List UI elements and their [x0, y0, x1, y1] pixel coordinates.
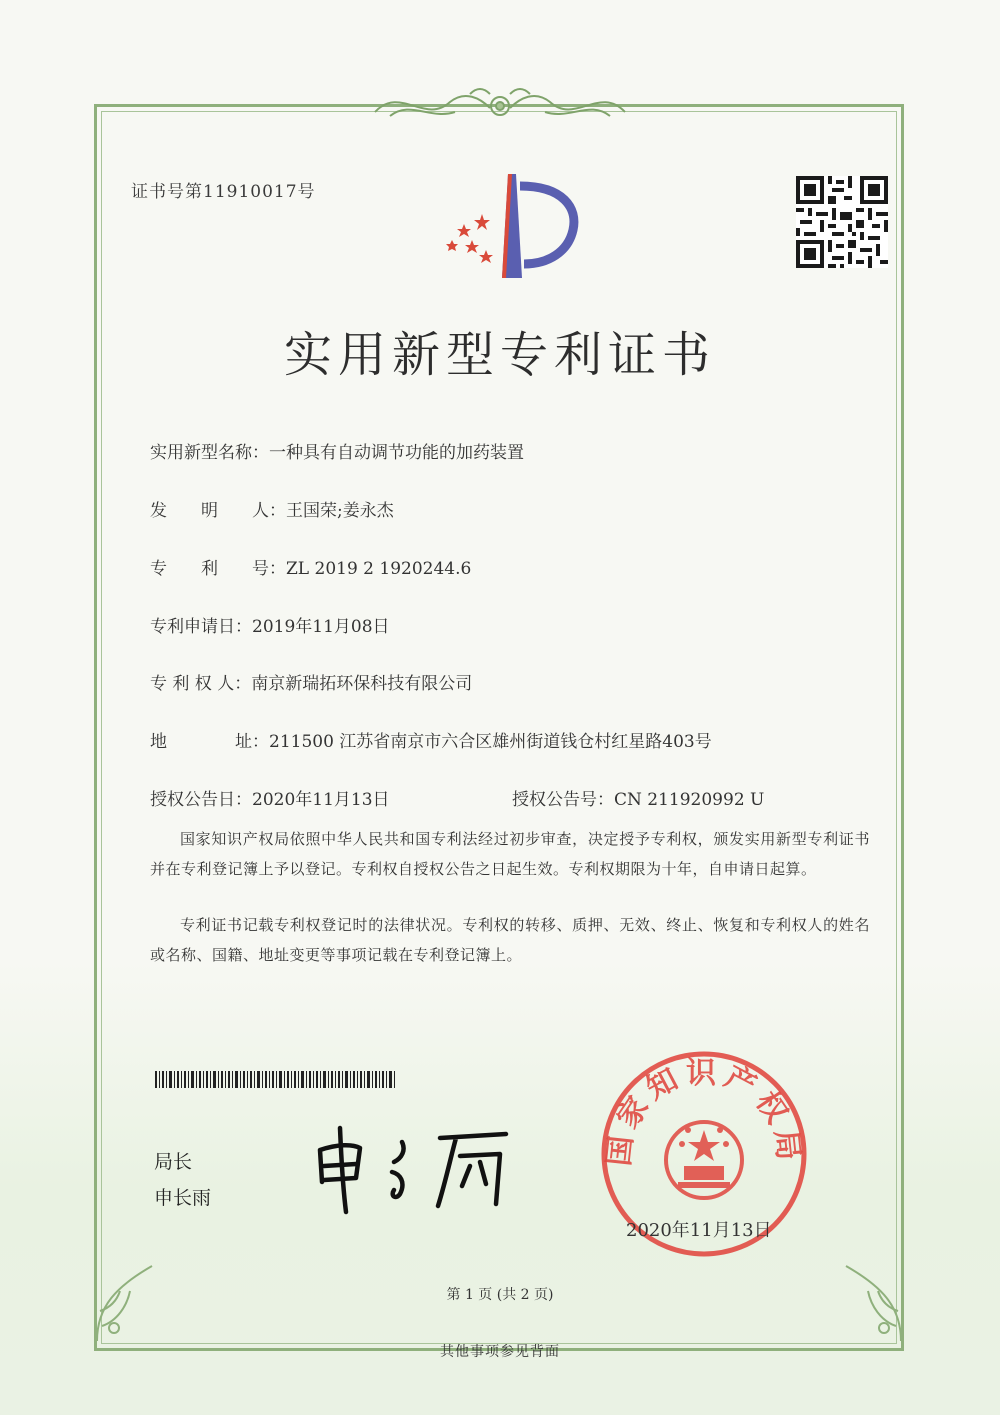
- seal-text: 国家知识产权局: [601, 1055, 807, 1168]
- patent-office-logo-icon: [438, 168, 588, 280]
- director-name: 申长雨: [154, 1187, 212, 1209]
- field-inventor: [150, 496, 394, 521]
- field-label: 实用新型名称：: [150, 443, 269, 463]
- top-ornament-icon: [370, 80, 630, 130]
- certificate-number: 证书号第11910017号: [131, 182, 316, 202]
- body-paragraph-2: 专利证书记载专利权登记时的法律状况。专利权的转移、质押、无效、终止、恢复和专利权人的姓名或名称、国籍、地址变更等事项记载在专利登记簿上。: [150, 916, 870, 964]
- field-label: 专利申请日：: [150, 617, 252, 637]
- field-grant-date: [150, 785, 390, 810]
- field-value: 王国荣;姜永杰: [286, 501, 394, 521]
- page-number: 第 1 页 (共 2 页): [446, 1287, 554, 1303]
- certificate-title: 实用新型专利证书: [283, 327, 716, 383]
- qr-code-icon: [796, 176, 888, 268]
- field-value: 南京新瑞拓环保科技有限公司: [251, 674, 473, 694]
- field-label: 地 址：: [150, 732, 269, 752]
- field-label: 授权公告号：: [512, 790, 614, 810]
- field-value: CN 211920992 U: [614, 790, 765, 810]
- handwritten-signature: [310, 1120, 520, 1215]
- body-paragraph-1: 国家知识产权局依照中华人民共和国专利法经过初步审查，决定授予专利权，颁发实用新型专利证书并在专利登记簿上予以登记。专利权自授权公告之日起生效。专利权期限为十年，自申请日起算。: [150, 830, 870, 878]
- field-value: ZL 2019 2 1920244.6: [286, 559, 472, 579]
- field-value: 211500 江苏省南京市六合区雄州街道钱仓村红星路403号: [269, 732, 712, 752]
- field-grant-number: [512, 785, 764, 810]
- field-label: 专 利 号：: [150, 559, 286, 579]
- field-label: 授权公告日：: [150, 790, 252, 810]
- field-value: 2019年11月08日: [252, 617, 390, 637]
- back-note: 其他事项参见背面: [440, 1344, 560, 1360]
- field-utility-model-name: [150, 438, 524, 463]
- field-patentee: [150, 669, 472, 694]
- director-title: 局长: [154, 1151, 193, 1173]
- seal-date: 2020年11月13日: [626, 1220, 772, 1241]
- field-application-date: [150, 612, 390, 637]
- field-value: 一种具有自动调节功能的加药装置: [269, 443, 524, 463]
- field-label: 专 利 权 人：: [150, 674, 252, 694]
- field-address: [150, 727, 712, 752]
- field-value: 2020年11月13日: [252, 790, 390, 810]
- field-label: 发 明 人：: [150, 501, 286, 521]
- barcode-icon: [155, 1071, 395, 1088]
- field-patent-number: [150, 554, 471, 579]
